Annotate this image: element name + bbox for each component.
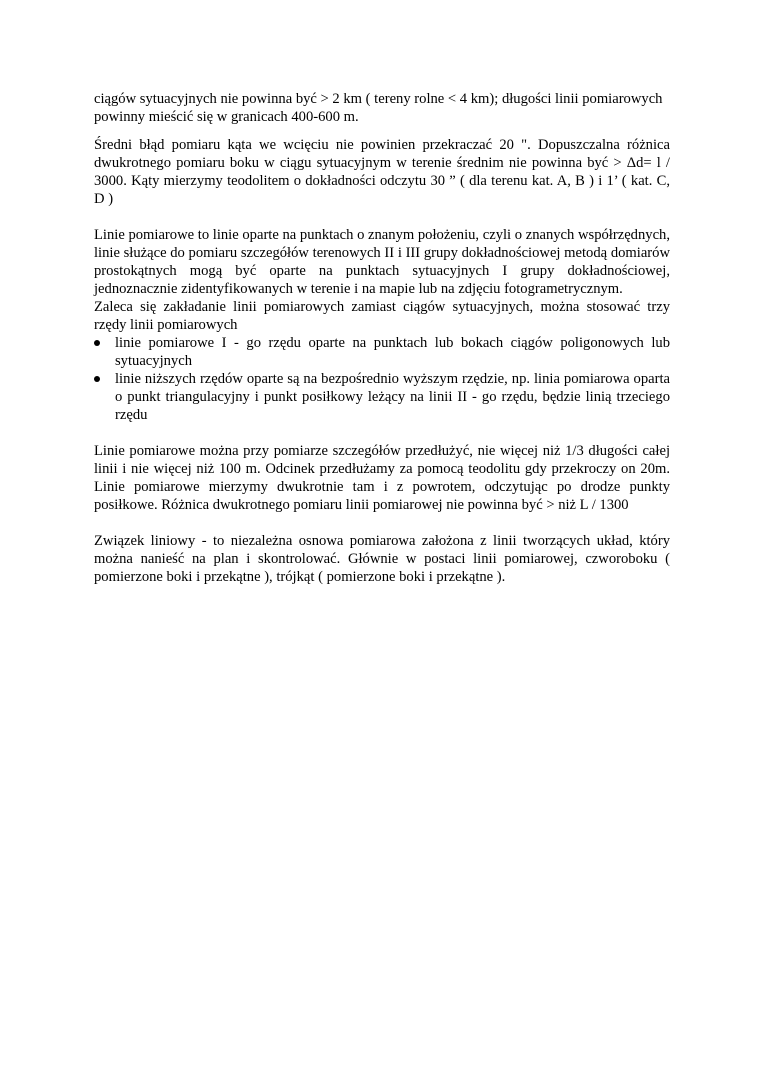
paragraph-line-extension-rules: Linie pomiarowe można przy pomiarze szczegółów przedłużyć, nie więcej niż 1/3 długości całej linii i nie więcej niż 100 m. Odcinek przedłużamy za pomocą teodolitu gdy przekroczy on 20m. Linie pomiarowe mierzymy dwukrotnie tam i z powrotem, odczytując po drodze punkty posiłkowe. Różnica dwukrotnego pomiaru linii pomiarowej nie powinna być > niż L / 1300	[94, 443, 670, 513]
bullet-list-line-orders	[94, 334, 670, 424]
paragraph-angle-measurement-error: Średni błąd pomiaru kąta we wcięciu nie powinien przekraczać 20 ". Dopuszczalna różnica dwukrotnego pomiaru boku w ciągu sytuacyjnym w terenie średnim nie powinna być > Δd= l / 3000. Kąty mierzymy teodolitem o dokładności odczytu 30 ” ( dla terenu kat. A, B ) i 1’ ( kat. C, D )	[94, 137, 670, 207]
list-item-text: linie niższych rzędów oparte są na bezpośrednio wyższym rzędzie, np. linia pomiarowa oparta o punkt triangulacyjny i punkt posiłkowy leżący na linii II - go rzędu, będzie linią trzeciego rzędu	[115, 371, 670, 423]
document-body	[94, 90, 670, 586]
paragraph-measurement-lines-definition: Linie pomiarowe to linie oparte na punktach o znanym położeniu, czyli o znanych współrzędnych, linie służące do pomiaru szczegółów terenowych II i III grupy dokładnościowej metodą domiarów prostokątnych mogą być oparte na punktach sytuacyjnych I grupy dokładnościowej, jednoznacznie zidentyfikowanych w terenie i na mapie lub na zdjęciu fotogrametrycznym.	[94, 227, 670, 297]
paragraph-measurement-lines-recommendation: Zaleca się zakładanie linii pomiarowych zamiast ciągów sytuacyjnych, można stosować trzy rzędy linii pomiarowych	[94, 299, 670, 333]
list-item-text: linie pomiarowe I - go rzędu oparte na punktach lub bokach ciągów poligonowych lub sytuacyjnych	[115, 335, 670, 369]
bullet-icon	[94, 376, 100, 382]
list-item	[94, 370, 670, 424]
paragraph-linear-connection: Związek liniowy - to niezależna osnowa pomiarowa założona z linii tworzących układ, który można nanieść na plan i skontrolować. Głównie w postaci linii pomiarowej, czworoboku ( pomierzone boki i przekątne ), trójkąt ( pomierzone boki i przekątne ).	[94, 533, 670, 585]
bullet-icon	[94, 340, 100, 346]
list-item	[94, 334, 670, 370]
paragraph-situational-traverse-length: ciągów sytuacyjnych nie powinna być > 2 km ( tereny rolne < 4 km); długości linii pomiarowych powinny mieścić się w granicach 400-600 m.	[94, 91, 663, 125]
